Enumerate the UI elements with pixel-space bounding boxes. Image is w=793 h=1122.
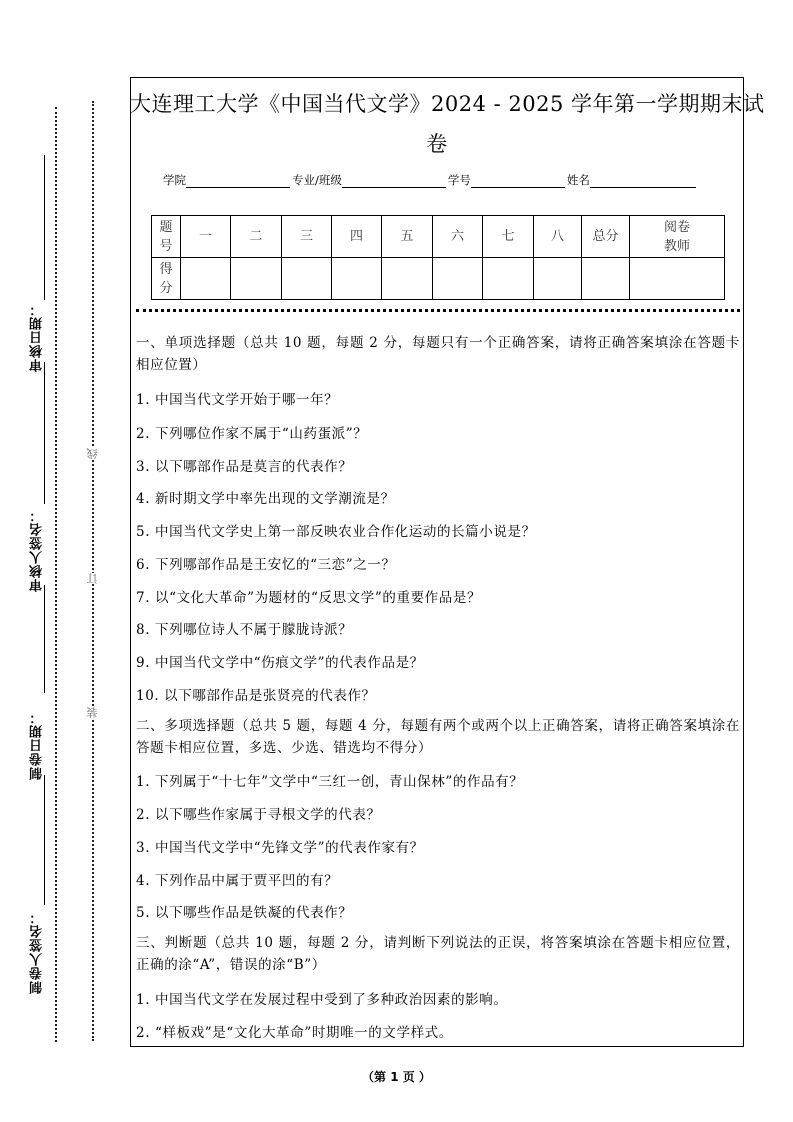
binding-dotted-line-inner [55, 107, 57, 1042]
score-table [151, 215, 725, 300]
question: 8. 下列哪位诗人不属于朦胧诗派？ [136, 622, 353, 638]
score-table-score-row [152, 258, 725, 300]
paper-author-signature-label: 制卷人签名： [30, 910, 45, 994]
page-number: （第 1 页 ） [362, 1070, 431, 1084]
question: 6. 下列哪部作品是王安忆的“三恋”之一？ [136, 557, 396, 573]
question: 1. 中国当代文学开始于哪一年？ [136, 392, 339, 408]
cut-mark-zhuang: 装 [86, 707, 99, 718]
score-cell[interactable] [483, 258, 534, 300]
score-cell[interactable] [181, 258, 231, 300]
score-cell[interactable] [332, 258, 382, 300]
major-class-field[interactable] [342, 175, 446, 188]
score-cell[interactable] [282, 258, 332, 300]
col-header: 总分 [582, 216, 630, 258]
dotted-separator [136, 309, 740, 312]
review-date-label: 审核日期： [30, 302, 45, 372]
student-id-label: 学号 [447, 173, 471, 187]
question: 4. 下列作品中属于贾平凹的有？ [136, 873, 339, 889]
section-3-heading: 三、判断题（总共 10 题，每题 2 分，请判断下列说法的正误，将答案填涂在答题卡相应位置，正确的涂“A”，错误的涂“B”） [136, 935, 740, 973]
score-cell[interactable] [534, 258, 582, 300]
col-header: 六 [433, 216, 483, 258]
row-header-question-number: 题 号 [152, 216, 181, 258]
reviewer-signature-label: 审核人签名： [30, 508, 45, 592]
col-header: 三 [282, 216, 332, 258]
section-2-heading: 二、多项选择题（总共 5 题，每题 4 分，每题有两个或两个以上正确答案，请将正确答案填涂在答题卡相应位置，多选、少选、错选均不得分） [136, 718, 740, 756]
question: 10. 以下哪部作品是张贤亮的代表作？ [136, 688, 376, 704]
col-header: 四 [332, 216, 382, 258]
score-cell[interactable] [630, 258, 725, 300]
major-class-label: 专业/班级 [292, 173, 342, 187]
question: 2. 下列哪位作家不属于“山药蛋派”？ [136, 426, 368, 442]
score-table-header-row [152, 216, 725, 258]
col-header: 一 [181, 216, 231, 258]
student-info-row [163, 172, 698, 188]
row-header-score: 得 分 [152, 258, 181, 300]
signature-line [44, 775, 45, 905]
binding-dotted-line-outer [92, 101, 94, 1041]
college-label: 学院 [163, 173, 186, 187]
question: 1. 下列属于“十七年”文学中“三红一创，青山保林”的作品有？ [136, 774, 524, 790]
question: 4. 新时期文学中率先出现的文学潮流是？ [136, 491, 395, 507]
score-cell[interactable] [433, 258, 483, 300]
question: 1. 中国当代文学在发展过程中受到了多种政治因素的影响。 [136, 992, 508, 1008]
question: 5. 中国当代文学史上第一部反映农业合作化运动的长篇小说是？ [136, 524, 536, 540]
signature-line [44, 585, 45, 693]
cut-mark-xian: 线 [86, 448, 99, 459]
col-header: 八 [534, 216, 582, 258]
student-id-field[interactable] [471, 175, 565, 188]
exam-title-line2: 卷 [426, 132, 448, 156]
name-label: 姓名 [566, 173, 590, 187]
question: 7. 以“文化大革命”为题材的“反思文学”的重要作品是？ [136, 590, 482, 606]
score-cell[interactable] [582, 258, 630, 300]
question: 9. 中国当代文学中“伤痕文学”的代表作品是？ [136, 655, 424, 671]
col-header: 五 [382, 216, 433, 258]
signature-line [44, 155, 45, 300]
cut-mark-ding: 订 [86, 573, 99, 584]
exam-title-line1: 大连理工大学《中国当代文学》2024 - 2025 学年第一学期期末试 [130, 92, 765, 116]
col-header: 阅卷 教师 [630, 216, 725, 258]
question: 2. “样板戏”是“文化大革命”时期唯一的文学样式。 [136, 1025, 453, 1041]
question: 3. 中国当代文学中“先锋文学”的代表作家有？ [136, 840, 424, 856]
score-cell[interactable] [382, 258, 433, 300]
question: 5. 以下哪些作品是铁凝的代表作？ [136, 905, 353, 921]
col-header: 七 [483, 216, 534, 258]
paper-date-label: 制卷日期： [30, 710, 45, 780]
col-header: 二 [231, 216, 282, 258]
name-field[interactable] [590, 175, 696, 188]
score-cell[interactable] [231, 258, 282, 300]
question: 3. 以下哪部作品是莫言的代表作？ [136, 459, 353, 475]
college-field[interactable] [186, 175, 290, 188]
section-1-heading: 一、单项选择题（总共 10 题，每题 2 分，每题只有一个正确答案，请将正确答案填涂在答题卡相应位置） [136, 335, 740, 373]
question: 2. 以下哪些作家属于寻根文学的代表？ [136, 807, 381, 823]
signature-line [44, 362, 45, 504]
